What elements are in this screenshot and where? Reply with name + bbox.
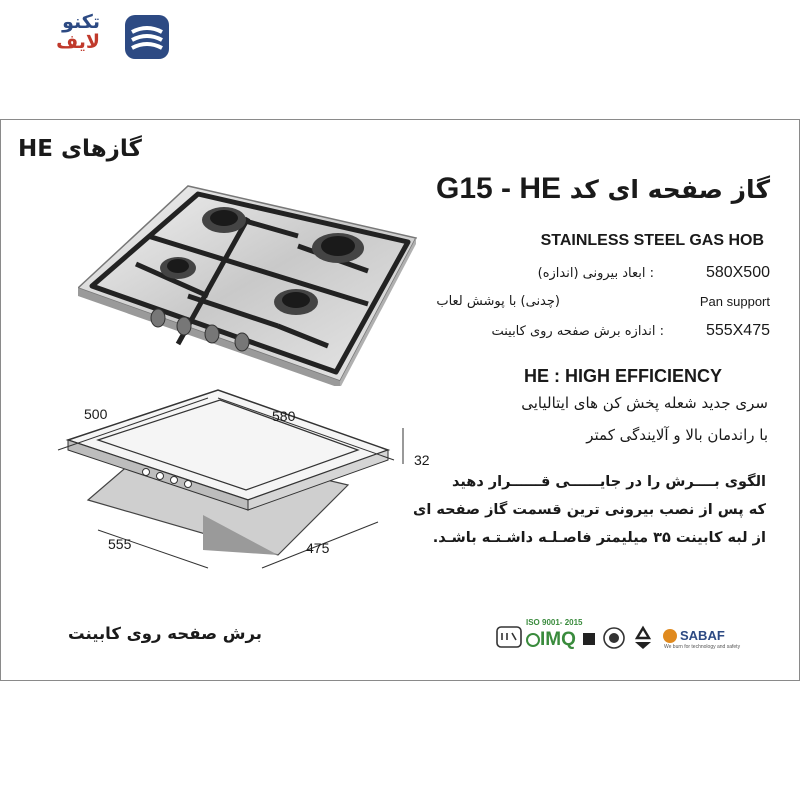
sabaf-logo-icon [662, 628, 678, 644]
note-line3: از لبه کابینت ۳۵ میلیمتر فاصـلـه داشـتـه باشـد. [432, 530, 766, 546]
dim-32: 32 [414, 452, 430, 468]
spec-value-pan-support: Pan support [699, 294, 770, 309]
product-title: گاز صفحه ای کد [569, 175, 770, 204]
dim-580: 580 [272, 408, 296, 424]
spec-label-pan-support: (چدنی) با پوشش لعاب [436, 294, 560, 309]
spec-value-cutout: 555X475 [705, 322, 770, 339]
gas-hob-illustration [78, 176, 423, 386]
dim-555: 555 [108, 536, 132, 552]
he-line1: سری جدید شعله پخش کن های ایتالیایی [521, 394, 768, 412]
model-code: G15 - HE [436, 172, 562, 205]
note-line2: که پس از نصب بیرونی ترین قسمت گاز صفحه ای [413, 502, 766, 518]
spec-label-outer-size: : ابعاد بیرونی (اندازه) [537, 266, 654, 281]
sabaf-tagline: We burn for technology and safety [664, 644, 741, 650]
globe-icon [526, 630, 540, 650]
product-title-row [422, 172, 770, 206]
imq-label: IMQ [540, 629, 576, 650]
iso-label: ISO 9001- 2015 [526, 618, 583, 627]
diagram-caption: برش صفحه روی کابینت [68, 624, 262, 643]
series-title: گازهای HE [18, 136, 142, 162]
he-line2: با راندمان بالا و آلایندگی کمتر [586, 426, 768, 444]
dim-475: 475 [306, 540, 330, 556]
certification-badges [496, 616, 768, 656]
product-subtitle: STAINLESS STEEL GAS HOB [540, 232, 764, 249]
logo-line2: لایف [56, 31, 100, 53]
dim-500: 500 [84, 406, 108, 422]
standard-mark-icon [496, 626, 522, 648]
logo-line1: تکنو [62, 11, 100, 33]
he-title: HE : HIGH EFFICIENCY [524, 366, 723, 386]
logo-mark-icon [124, 14, 170, 60]
spec-label-cutout: : اندازه برش صفحه روی کابینت [491, 324, 664, 339]
cert-seal-icon [582, 632, 596, 646]
sabaf-label: SABAF [680, 628, 725, 643]
quality-seal-icon [602, 626, 626, 650]
recycle-icon [630, 625, 656, 651]
brand-logo [52, 10, 172, 60]
spec-value-outer-size: 580X500 [705, 264, 770, 281]
note-line1: الگوی بــــرش را در جایــــــی قــــــرار دهید [451, 474, 766, 490]
logo-text [56, 12, 100, 52]
